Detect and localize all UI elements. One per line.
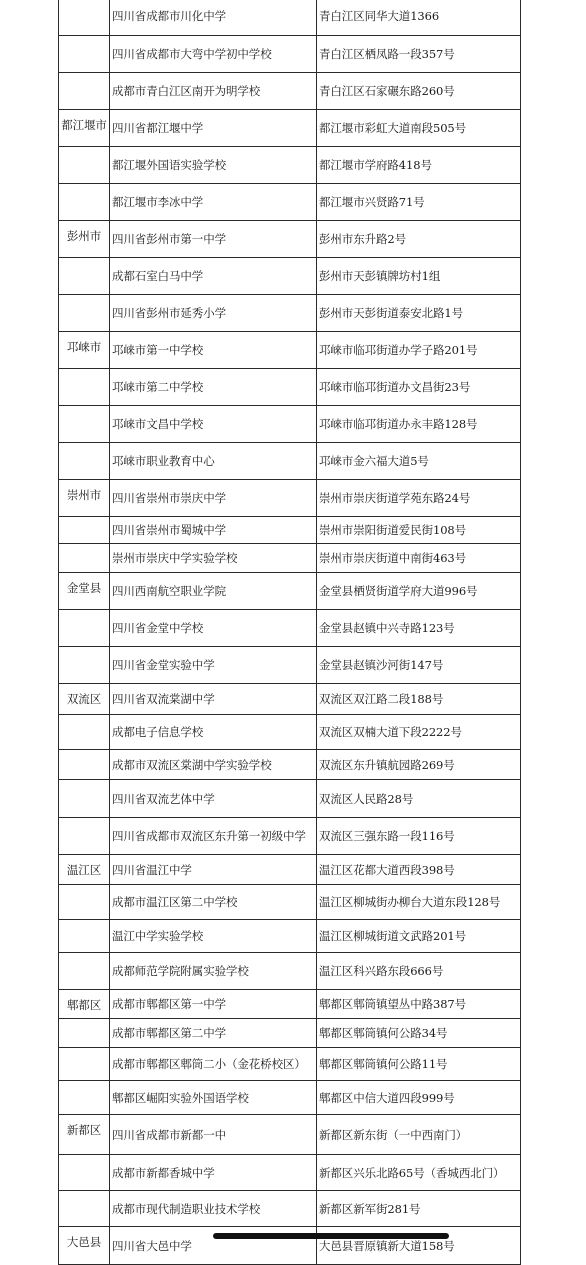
region-cell	[59, 715, 110, 750]
table-row	[59, 184, 521, 221]
table-row	[59, 258, 521, 295]
region-cell	[59, 1081, 110, 1115]
address-cell: 大邑县晋原镇新大道158号	[317, 1227, 521, 1265]
school-name-cell: 四川省成都市大弯中学初中学校	[110, 36, 317, 73]
school-name-cell: 邛崃市第二中学校	[110, 369, 317, 406]
region-cell	[59, 953, 110, 990]
school-name-cell: 四川省大邑中学	[110, 1227, 317, 1265]
school-name-cell: 成都市现代制造职业技术学校	[110, 1191, 317, 1227]
region-cell	[59, 610, 110, 647]
region-cell: 郫都区	[59, 990, 110, 1019]
address-cell: 温江区柳城街道文武路201号	[317, 920, 521, 953]
region-cell	[59, 885, 110, 920]
school-name-cell: 成都市郫都区第二中学	[110, 1019, 317, 1048]
address-cell: 崇州市崇庆街道学苑东路24号	[317, 480, 521, 517]
school-name-cell: 成都市郫都区郫筒二小（金花桥校区）	[110, 1048, 317, 1081]
school-name-cell: 四川省成都市双流区东升第一初级中学	[110, 818, 317, 855]
table-row	[59, 0, 521, 36]
table-row	[59, 73, 521, 110]
region-cell	[59, 517, 110, 544]
address-cell: 金堂县赵镇中兴寺路123号	[317, 610, 521, 647]
table-row	[59, 36, 521, 73]
address-cell: 都江堰市彩虹大道南段505号	[317, 110, 521, 147]
school-name-cell: 成都石室白马中学	[110, 258, 317, 295]
table-row	[59, 885, 521, 920]
address-cell: 崇州市崇阳街道爱民街108号	[317, 517, 521, 544]
region-cell: 双流区	[59, 684, 110, 715]
address-cell: 彭州市东升路2号	[317, 221, 521, 258]
school-name-cell: 都江堰外国语实验学校	[110, 147, 317, 184]
school-name-cell: 郫都区崛阳实验外国语学校	[110, 1081, 317, 1115]
table-row	[59, 920, 521, 953]
table-row	[59, 855, 521, 885]
school-name-cell: 成都市青白江区南开为明学校	[110, 73, 317, 110]
table-row	[59, 610, 521, 647]
region-cell	[59, 780, 110, 818]
region-cell	[59, 818, 110, 855]
region-cell	[59, 750, 110, 780]
region-cell	[59, 0, 110, 36]
address-cell: 温江区花都大道西段398号	[317, 855, 521, 885]
address-cell: 邛崃市金六福大道5号	[317, 443, 521, 480]
school-address-table	[58, 0, 520, 1265]
region-cell	[59, 36, 110, 73]
table-row	[59, 443, 521, 480]
region-cell	[59, 73, 110, 110]
address-cell: 双流区东升镇航园路269号	[317, 750, 521, 780]
school-name-cell: 四川省金堂中学校	[110, 610, 317, 647]
address-cell: 新都区新东街（一中西南门）	[317, 1115, 521, 1155]
address-cell: 双流区三强东路一段116号	[317, 818, 521, 855]
school-name-cell: 成都市温江区第二中学校	[110, 885, 317, 920]
table-row	[59, 780, 521, 818]
region-cell	[59, 920, 110, 953]
address-cell: 崇州市崇庆街道中南街463号	[317, 544, 521, 573]
table-row	[59, 1019, 521, 1048]
address-cell: 都江堰市兴贤路71号	[317, 184, 521, 221]
table-row	[59, 1155, 521, 1191]
address-cell: 都江堰市学府路418号	[317, 147, 521, 184]
home-indicator-bar[interactable]	[213, 1233, 449, 1239]
region-cell	[59, 147, 110, 184]
region-cell	[59, 1048, 110, 1081]
region-cell	[59, 647, 110, 684]
address-cell: 邛崃市临邛街道办学子路201号	[317, 332, 521, 369]
table-row	[59, 647, 521, 684]
table-row	[59, 573, 521, 610]
address-cell: 郫都区郫筒镇何公路34号	[317, 1019, 521, 1048]
school-name-cell: 四川省温江中学	[110, 855, 317, 885]
address-cell: 金堂县赵镇沙河街147号	[317, 647, 521, 684]
region-cell: 彭州市	[59, 221, 110, 258]
school-name-cell: 成都电子信息学校	[110, 715, 317, 750]
school-name-cell: 成都师范学院附属实验学校	[110, 953, 317, 990]
school-name-cell: 四川省成都市川化中学	[110, 0, 317, 36]
region-cell	[59, 1191, 110, 1227]
region-cell: 大邑县	[59, 1227, 110, 1265]
address-cell: 郫都区中信大道四段999号	[317, 1081, 521, 1115]
region-cell	[59, 369, 110, 406]
address-cell: 邛崃市临邛街道办永丰路128号	[317, 406, 521, 443]
region-cell	[59, 406, 110, 443]
school-name-cell: 邛崃市第一中学校	[110, 332, 317, 369]
school-name-cell: 四川省都江堰中学	[110, 110, 317, 147]
region-cell	[59, 1019, 110, 1048]
school-name-cell: 四川省彭州市第一中学	[110, 221, 317, 258]
table-row	[59, 544, 521, 573]
address-cell: 双流区双江路二段188号	[317, 684, 521, 715]
table-row	[59, 369, 521, 406]
table-row	[59, 110, 521, 147]
address-cell: 温江区柳城街办柳台大道东段128号	[317, 885, 521, 920]
table-row	[59, 517, 521, 544]
region-cell: 都江堰市	[59, 110, 110, 147]
table-row	[59, 953, 521, 990]
table-row	[59, 147, 521, 184]
table-row	[59, 1048, 521, 1081]
table-row	[59, 406, 521, 443]
table-row	[59, 221, 521, 258]
table-row	[59, 990, 521, 1019]
address-cell: 新都区兴乐北路65号（香城西北门）	[317, 1155, 521, 1191]
address-cell: 青白江区同华大道1366	[317, 0, 521, 36]
region-cell: 温江区	[59, 855, 110, 885]
school-name-cell: 四川省彭州市延秀小学	[110, 295, 317, 332]
region-cell: 新都区	[59, 1115, 110, 1155]
table-row	[59, 684, 521, 715]
school-name-cell: 都江堰市李冰中学	[110, 184, 317, 221]
address-cell: 新都区新军街281号	[317, 1191, 521, 1227]
address-cell: 青白江区石家碾东路260号	[317, 73, 521, 110]
table-row	[59, 332, 521, 369]
school-name-cell: 四川省崇州市蜀城中学	[110, 517, 317, 544]
school-name-cell: 邛崃市文昌中学校	[110, 406, 317, 443]
region-cell	[59, 258, 110, 295]
school-name-cell: 成都市双流区棠湖中学实验学校	[110, 750, 317, 780]
address-cell: 彭州市天彭镇牌坊村1组	[317, 258, 521, 295]
address-cell: 郫都区郫筒镇望丛中路387号	[317, 990, 521, 1019]
school-name-cell: 成都市郫都区第一中学	[110, 990, 317, 1019]
school-name-cell: 四川省崇州市崇庆中学	[110, 480, 317, 517]
school-name-cell: 成都市新都香城中学	[110, 1155, 317, 1191]
school-name-cell: 四川省金堂实验中学	[110, 647, 317, 684]
table-row	[59, 818, 521, 855]
school-name-cell: 四川省双流艺体中学	[110, 780, 317, 818]
table-row	[59, 750, 521, 780]
school-name-cell: 四川西南航空职业学院	[110, 573, 317, 610]
table-row	[59, 715, 521, 750]
region-cell: 邛崃市	[59, 332, 110, 369]
region-cell: 金堂县	[59, 573, 110, 610]
region-cell	[59, 544, 110, 573]
table-row	[59, 1191, 521, 1227]
address-cell: 青白江区栖凤路一段357号	[317, 36, 521, 73]
table-row	[59, 1115, 521, 1155]
address-cell: 金堂县栖贤街道学府大道996号	[317, 573, 521, 610]
table-row	[59, 1081, 521, 1115]
school-name-cell: 四川省成都市新都一中	[110, 1115, 317, 1155]
school-name-cell: 温江中学实验学校	[110, 920, 317, 953]
region-cell	[59, 1155, 110, 1191]
school-name-cell: 四川省双流棠湖中学	[110, 684, 317, 715]
region-cell	[59, 295, 110, 332]
address-cell: 彭州市天彭街道泰安北路1号	[317, 295, 521, 332]
address-cell: 邛崃市临邛街道办文昌街23号	[317, 369, 521, 406]
address-cell: 双流区双楠大道下段2222号	[317, 715, 521, 750]
table-row	[59, 295, 521, 332]
region-cell	[59, 184, 110, 221]
address-cell: 温江区科兴路东段666号	[317, 953, 521, 990]
region-cell: 崇州市	[59, 480, 110, 517]
school-name-cell: 邛崃市职业教育中心	[110, 443, 317, 480]
school-name-cell: 崇州市崇庆中学实验学校	[110, 544, 317, 573]
address-cell: 郫都区郫筒镇何公路11号	[317, 1048, 521, 1081]
region-cell	[59, 443, 110, 480]
address-cell: 双流区人民路28号	[317, 780, 521, 818]
table-row	[59, 480, 521, 517]
